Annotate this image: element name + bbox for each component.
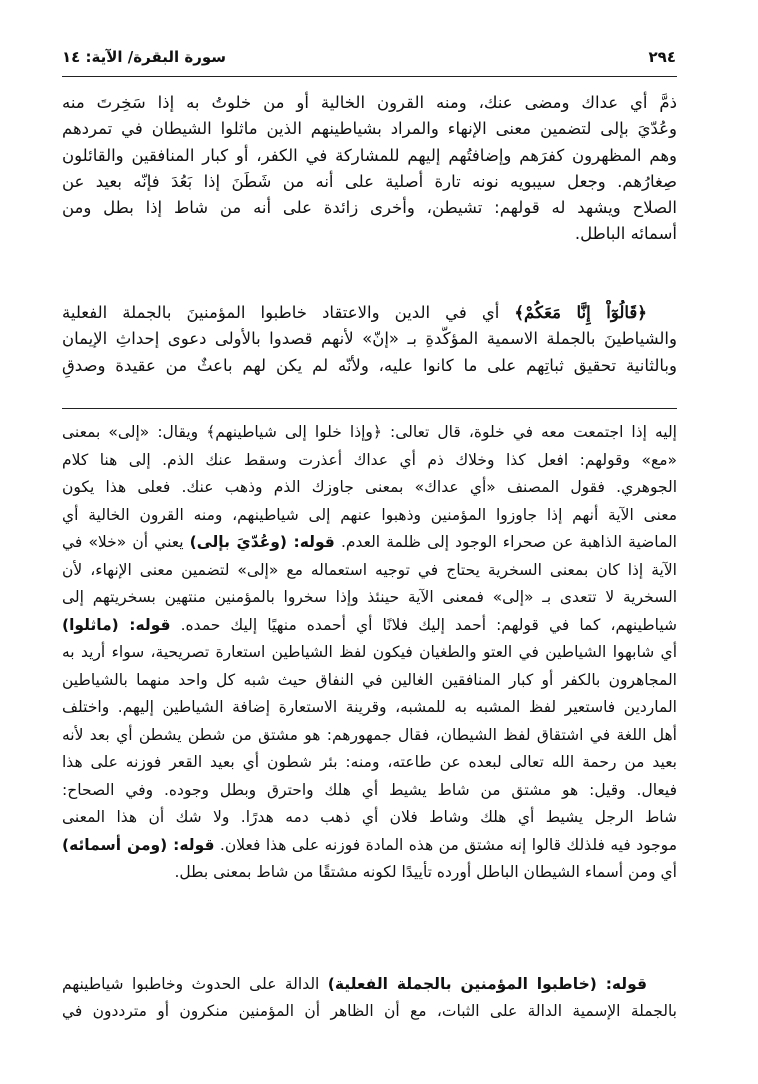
text-line <box>62 474 677 502</box>
text-run: السخرية لا تتعدى بـ «إلى» فمعنى الآية حينئذ وإذا سخروا بالمؤمنين منتهين بسخريتهم إلى <box>62 588 677 606</box>
text-run: أهل اللغة في اشتقاق لفظ الشيطان، فقال جمهورهم: هو مشتق من شطن يشطن أي بعد لأنه <box>62 725 677 744</box>
text-run: شياطينهم، كما في قولهم: أحمد إليك فلانًا أي أحمده منهيًا إليك حمده. <box>170 615 677 634</box>
text-run: أي ومن أسماء الشيطان الباطل أورده تأييدًا لكونه مشتقًا من شاط بمعنى بطل. <box>174 863 677 881</box>
text-line <box>62 529 677 557</box>
final-paragraph <box>62 971 677 1025</box>
text-run: شاط الرجل يشيط أي هلك وشاط فلان أي ذهب دمه هدرًا. ولا شك أن هذا المعنى <box>62 808 677 826</box>
text-line <box>62 90 677 116</box>
text-run: ذمَّ أي عداك ومضى عنك، ومنه القرون الخالية أو من خلوتُ به إذا سَخِرتَ منه <box>62 93 677 112</box>
text-line <box>62 300 677 326</box>
text-run: يعني أن «خلا» في <box>62 533 190 551</box>
text-run: صِغارُهم. وجعل سيبويه نونه تارة أصلية على أنه من شَطَنَ إذا بَعُدَ فإنّه بعيد عن <box>62 171 677 191</box>
text-run: بعيد من رحمة الله تعالى لبعده عن طاعته، ومنه: بئر شطون أي بعيد القعر فوزنه على هذا <box>62 753 677 771</box>
text-run: والشياطينَ بالجملة الاسمية المؤكَّدةِ بـ «إنّ» لأنهم قصدوا بالأولى دعوى إحداثِ الإيمان <box>62 329 677 349</box>
text-line <box>62 419 677 447</box>
quran-quote: ﴿قَالُوٓاْ إِنَّا مَعَكُمْ﴾ <box>514 303 647 322</box>
text-line <box>62 143 677 169</box>
text-run: أي في الدين والاعتقاد خاطبوا المؤمنينَ بالجملة الفعلية <box>62 303 515 322</box>
text-line <box>62 859 677 887</box>
running-header-surah: سورة البقرة/ الآية: ١٤ <box>62 48 227 66</box>
text-line <box>62 694 677 722</box>
text-run: الماضية الذاهبة عن صحراء الوجود إلى ظلمة العدم. <box>334 533 677 551</box>
text-line <box>62 749 677 777</box>
main-paragraph-1 <box>62 90 677 248</box>
text-line <box>62 722 677 750</box>
text-line <box>62 557 677 585</box>
text-run: الآية إذا كان بمعنى السخرية يحتاج في توجيه استعماله مع «إلى» لتضمين معنى الإنهاء، لأن <box>62 560 677 579</box>
text-line <box>62 971 677 998</box>
text-line <box>62 169 677 195</box>
text-line <box>62 777 677 805</box>
text-run: موجود فيه فلذلك قالوا إنه مشتق من هذه المادة فوزنه على هذا فعلان. <box>214 835 677 854</box>
text-run: بالجملة الإسمية الدالة على الثبات، مع أن الظاهر أن المؤمنين منكرون أو مترددون في <box>62 1002 677 1020</box>
header-rule <box>62 76 677 77</box>
text-run: أسمائه الباطل. <box>574 224 677 244</box>
text-run: معنى الآية أنهم إذا جاوزوا المؤمنين وذهبوا عنهم إلى شياطينهم، ومنه القرون الخالية أي <box>62 505 677 524</box>
text-run: وبالثانية تحقيق ثباتِهم على ما كانوا عليه، ولأنّه لم يكن لهم باعثٌ من عقيدة وصدقِ <box>62 355 677 375</box>
text-run: الجوهري. فقول المصنف «أي عداك» بمعنى جاوزك الذم وذهب عنك. فعلى هذا يكون <box>62 478 677 496</box>
text-line <box>62 832 677 860</box>
text-run: إليه إذا اجتمعت معه في خلوة، قال تعالى: ﴿وإذا خلوا إلى شياطينهم﴾ ويقال: «إلى» بمعنى <box>62 423 677 441</box>
text-line <box>62 639 677 667</box>
text-line <box>62 667 677 695</box>
text-line <box>62 584 677 612</box>
text-line <box>62 502 677 530</box>
text-run: المجاهرون بالكفر أو كبار المنافقين الغالين في النفاق حيث شبه كل واحد منهما بالشياطين <box>62 670 677 689</box>
text-line <box>62 998 677 1025</box>
text-line <box>62 353 677 379</box>
text-line <box>62 804 677 832</box>
text-line <box>62 195 677 221</box>
footnote-separator <box>62 408 677 409</box>
page-number: ٢٩٤ <box>648 48 676 66</box>
text-run: الصلاح ويشهد له قولهم: تشيطن، وأخرى زائدة على أنه من شاط إذا بطل ومن <box>62 198 677 218</box>
text-run: الدالة على الحدوث وخاطبوا شياطينهم <box>62 975 328 993</box>
text-line <box>62 116 677 142</box>
footnotes <box>62 419 677 887</box>
bold-lemma: قوله: (ماثلوا) <box>62 615 171 634</box>
text-run: «مع» وقولهم: افعل كذا وخلاك ذم أي عداك أعذرت وسقط عنك الذم. إلى هنا كلام <box>62 450 677 469</box>
text-line <box>62 612 677 640</box>
text-line <box>62 447 677 475</box>
text-line <box>62 326 677 352</box>
text-run: أي شابهوا الشياطين في العتو والطغيان فيكون لفظ الشياطين استعارة تصريحية، سواء أريد به <box>62 643 677 661</box>
text-run: الماردين فاستعير لفظ المشبه به للمشبه، وقرينة الاستعارة إضافة الشياطين إليهم. واختلف <box>62 698 677 716</box>
text-run: وهم المظهرون كفرَهم وإضافتُهم إليهم للمشاركة في الكفر، أو كبار المنافقين والقائلون <box>62 145 677 165</box>
bold-lemma: قوله: (خاطبوا المؤمنين بالجملة الفعلية) <box>327 975 647 993</box>
main-paragraph-2 <box>62 300 677 379</box>
text-line <box>62 221 677 247</box>
text-run: فيعال. وقيل: هو مشتق من شاط يشيط أي هلك واحترق وبطل وجوده. وفي الصحاح: <box>62 780 677 799</box>
bold-lemma: قوله: (وعُدّيَ بإلى) <box>189 533 335 551</box>
bold-lemma: قوله: (ومن أسمائه) <box>62 835 215 854</box>
text-run: وعُدّيَ بإلى لتضمين معنى الإنهاء والمراد بشياطينهم الذين ماثلوا الشيطان في تمردهم <box>62 119 677 139</box>
